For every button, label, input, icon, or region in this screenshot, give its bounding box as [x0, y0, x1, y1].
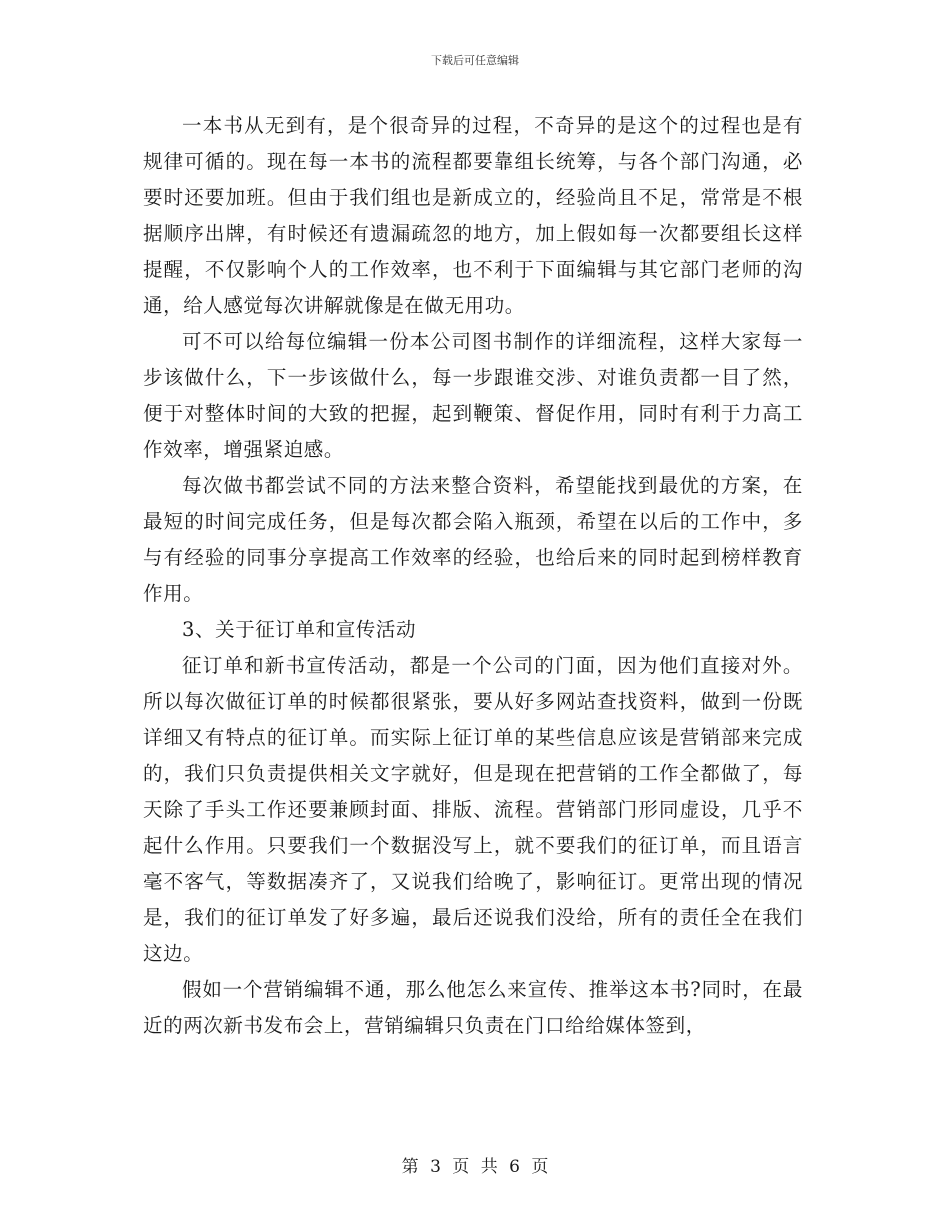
paragraph-order-forms: 征订单和新书宣传活动，都是一个公司的门面，因为他们直接对外。所以每次做征订单的时候都很紧张，要从好多网站查找资料，做到一份既详细又有特点的征订单。而实际上征订单的某些信息应该是营销部来完成的，我们只负责提供相关文字就好，但是现在把营销的工作全都做了，每天除了手头工作还要兼顾封面、排版、流程。营销部门形同虚设，几乎不起什么作用。只要我们一个数据没写上，就不要我们的征订单，而且语言毫不客气，等数据凑齐了，又说我们给晚了，影响征订。更常出现的情况是，我们的征订单发了好多遍，最后还说我们没给，所有的责任全在我们这边。 [143, 654, 803, 965]
paragraph-marketing-editor: 假如一个营销编辑不通，那么他怎么来宣传、推举这本书?同时，在最近的两次新书发布会上，营销编辑只负责在门口给给媒体签到， [143, 978, 803, 1037]
page-footer: 第 3 页 共 6 页 [401, 1157, 549, 1177]
paragraph-book-process: 一本书从无到有，是个很奇异的过程，不奇异的是这个的过程也是有规律可循的。现在每一本书的流程都要靠组长统筹，与各个部门沟通，必要时还要加班。但由于我们组也是新成立的，经验尚且不足，常常是不根据顺序出牌，有时候还有遗漏疏忽的地方，加上假如每一次都要组长这样提醒，不仅影响个人的工作效率，也不利于下面编辑与其它部门老师的沟通，给人感觉每次讲解就像是在做无用功。 [143, 114, 803, 317]
page-header: 下载后可任意编辑 [431, 54, 519, 67]
paragraph-efficiency: 每次做书都尝试不同的方法来整合资料，希望能找到最优的方案，在最短的时间完成任务，但是每次都会陷入瓶颈，希望在以后的工作中，多与有经验的同事分享提高工作效率的经验，也给后来的同时起到榜样教育作用。 [143, 474, 803, 605]
document-body [143, 108, 803, 1044]
section-heading-order-forms: 3、关于征订单和宣传活动 [182, 618, 417, 641]
paragraph-workflow-suggestion: 可不可以给每位编辑一份本公司图书制作的详细流程，这样大家每一步该做什么，下一步该做什么，每一步跟谁交涉、对谁负责都一目了然，便于对整体时间的大致的把握，起到鞭策、督促作用，同时有利于力高工作效率，增强紧迫感。 [143, 330, 803, 461]
